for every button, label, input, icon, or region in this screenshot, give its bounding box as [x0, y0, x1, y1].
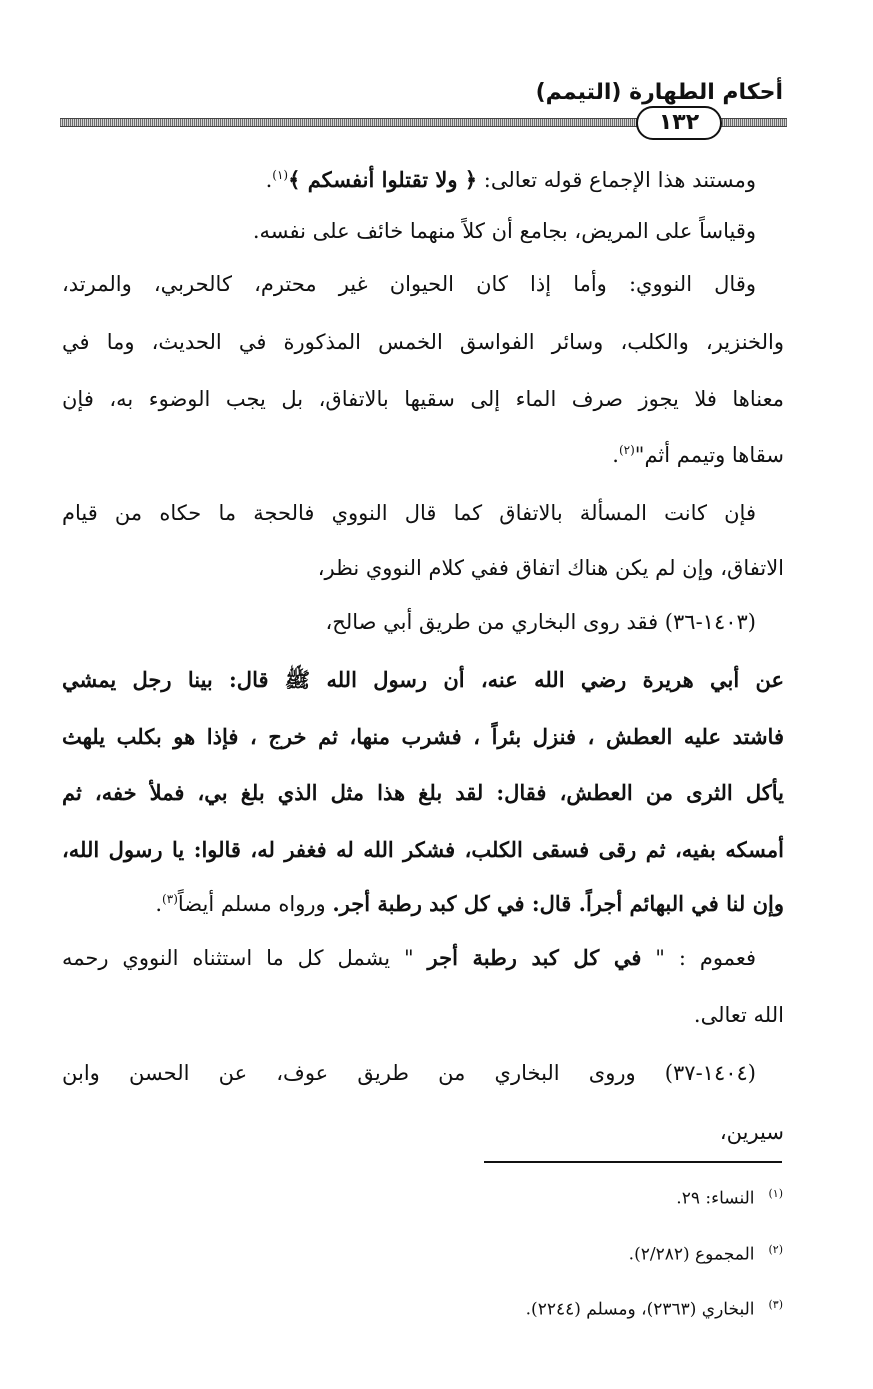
- body-line: [155, 891, 784, 916]
- body-line: [62, 945, 756, 970]
- text-run: معناها فلا يجوز صرف الماء إلى سقيها بالاتفاق، بل يجب الوضوء به، فإن: [62, 387, 784, 411]
- text-run: ومستند هذا الإجماع قوله تعالى:: [477, 168, 756, 192]
- text-run: (١٤٠٤-٣٧) وروى البخاري من طريق عوف، عن الحسن وابن: [62, 1061, 756, 1085]
- text-run: " يشمل كل ما استثناه النووي رحمه: [62, 946, 428, 970]
- bold-text: فاشتد عليه العطش ، فنزل بئراً ، فشرب منها، ثم خرج ، فإذا هو بكلب يلهث: [62, 724, 784, 749]
- header-rule-right: [720, 118, 787, 127]
- text-run: سقاها وتيمم أثم": [634, 443, 784, 467]
- bold-text: ﴿ ولا تقتلوا أنفسكم ﴾: [288, 167, 478, 192]
- running-head-title: أحكام الطهارة (التيمم): [535, 80, 783, 105]
- footnote-reference: (١): [272, 168, 289, 182]
- footnote-number: (٣): [768, 1298, 783, 1311]
- text-run: ورواه مسلم أيضاً: [177, 892, 333, 916]
- body-line: [62, 724, 784, 749]
- text-run: (١٤٠٣-٣٦) فقد روى البخاري من طريق أبي صالح،: [325, 610, 756, 634]
- punctuation: .: [265, 168, 273, 192]
- bold-text: أمسكه بفيه، ثم رقى فسقى الكلب، فشكر الله له فغفر له، قالوا: يا رسول الله،: [62, 837, 784, 862]
- body-line: [62, 1061, 756, 1085]
- text-run: فعموم : ": [641, 946, 756, 970]
- footnote-text: البخاري (٢٣٦٣)، ومسلم (٢٢٤٤).: [525, 1299, 755, 1320]
- body-line: [62, 501, 756, 525]
- body-line: [62, 837, 784, 862]
- footnote-text: المجموع (٢/٢٨٢).: [628, 1244, 755, 1265]
- body-line: [694, 1003, 784, 1027]
- body-line: [62, 272, 756, 296]
- footnote-reference: (٢): [618, 443, 635, 457]
- bold-text: وإن لنا في البهائم أجراً. قال: في كل كبد رطبة أجر.: [332, 891, 784, 916]
- text-run: وقال النووي: وأما إذا كان الحيوان غير محترم، كالحربي، والمرتد،: [62, 272, 756, 296]
- footnote-text: النساء: ٢٩.: [676, 1188, 755, 1209]
- body-line: [720, 1120, 784, 1144]
- bold-text: في كل كبد رطبة أجر: [427, 945, 642, 970]
- text-run: سيرين،: [719, 1120, 784, 1144]
- header-rule: [60, 118, 637, 127]
- footnote-number: (١): [768, 1187, 783, 1200]
- page-number: ١٣٢: [636, 106, 722, 140]
- body-line: [253, 219, 756, 243]
- body-line: [62, 780, 784, 805]
- footnote-reference: (٣): [162, 892, 178, 906]
- page-header: [60, 78, 787, 138]
- punctuation: .: [155, 892, 163, 916]
- bold-text: يأكل الثرى من العطش، فقال: لقد بلغ هذا مثل الذي بلغ بي، فملأ خفه، ثم: [62, 780, 784, 805]
- body-line: [62, 330, 784, 354]
- text-run: وقياساً على المريض، بجامع أن كلاً منهما خائف على نفسه.: [252, 219, 756, 243]
- body-line: [62, 667, 784, 698]
- text-run: الله تعالى.: [693, 1003, 784, 1027]
- text-run: الاتفاق، وإن لم يكن هناك اتفاق ففي كلام النووي نظر،: [317, 556, 784, 580]
- body-line: [612, 443, 784, 467]
- body-line: [266, 167, 756, 192]
- footnote: [629, 1243, 783, 1265]
- footnote-separator: [484, 1161, 782, 1163]
- text-run: والخنزير، والكلب، وسائر الفواسق الخمس المذكورة في الحديث، وما في: [62, 330, 784, 354]
- body-line: [326, 610, 756, 634]
- bold-text: عن أبي هريرة رضي الله عنه، أن رسول الله ﷺ قال: بينا رجل يمشي: [62, 667, 784, 692]
- body-line: [62, 387, 784, 411]
- footnote: [676, 1187, 783, 1209]
- text-run: فإن كانت المسألة بالاتفاق كما قال النووي فالحجة ما حكاه من قيام: [62, 501, 756, 525]
- body-line: [318, 556, 784, 580]
- footnote: [526, 1298, 783, 1320]
- punctuation: .: [612, 443, 619, 467]
- footnote-number: (٢): [768, 1243, 783, 1256]
